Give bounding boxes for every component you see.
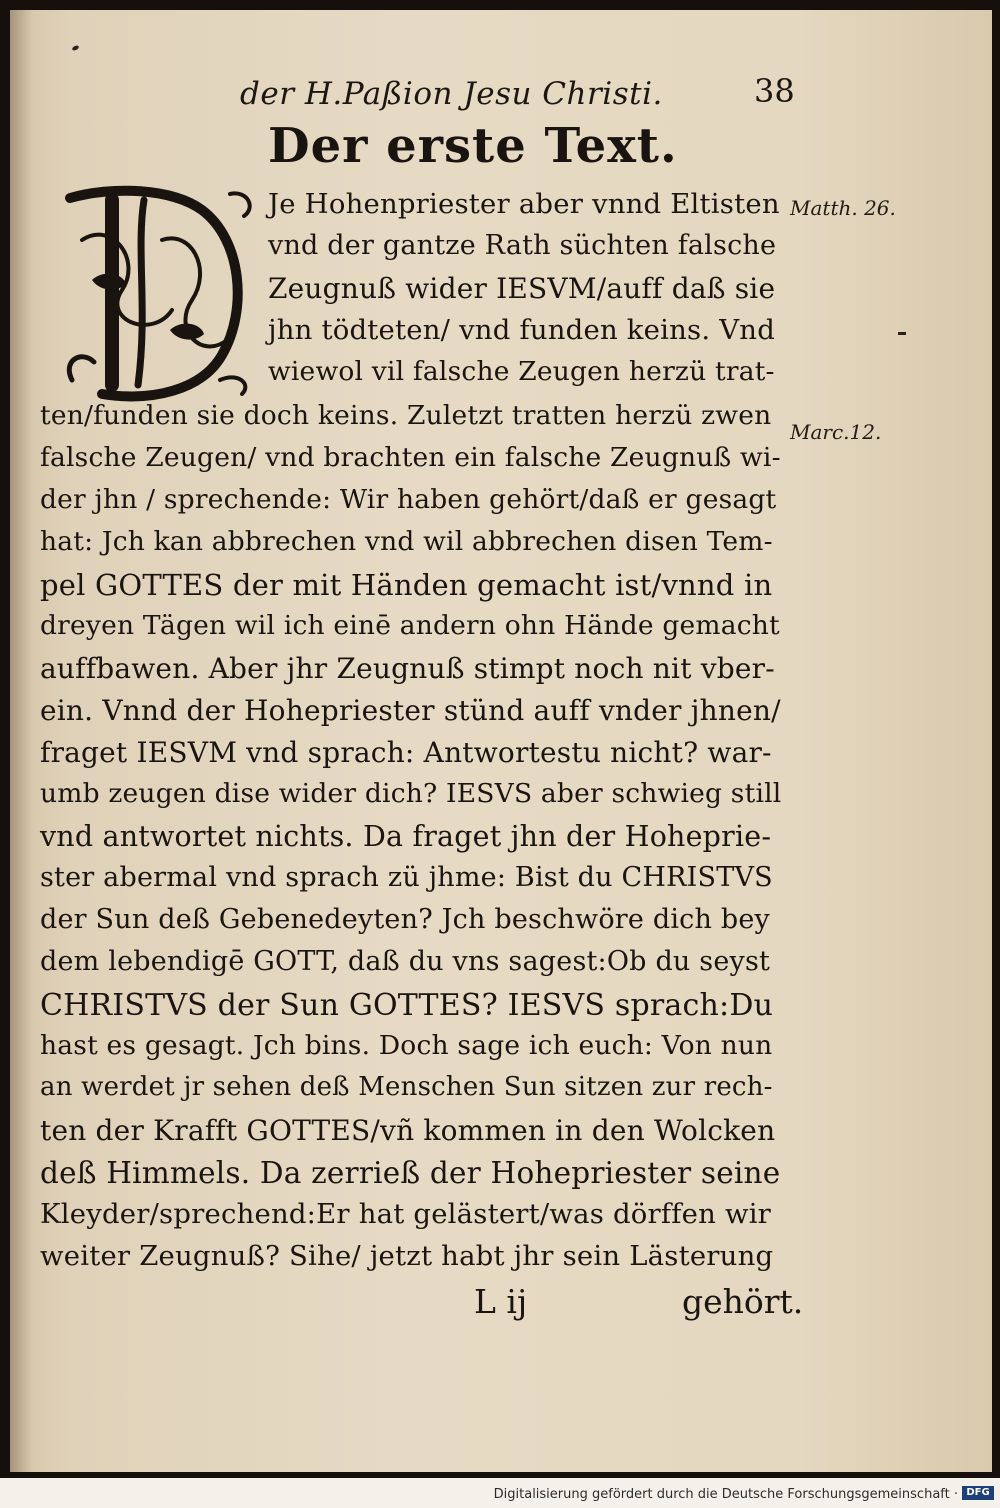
running-title: der H.Paßion Jesu Christi. xyxy=(240,76,663,112)
body-line: vnd antwortet nichts. Da fraget jhn der Hoheprie- xyxy=(40,820,772,853)
body-line: ten/funden sie doch keins. Zuletzt tratten herzü zwen xyxy=(40,400,772,431)
body-line: wiewol vil falsche Zeugen herzü trat- xyxy=(268,356,775,387)
body-line: jhn tödteten/ vnd funden keins. Vnd xyxy=(268,314,776,346)
margin-mark xyxy=(898,332,906,335)
body-line: Zeugnuß wider IESVM/auff daß sie xyxy=(268,272,776,305)
section-title: Der erste Text. xyxy=(268,118,678,174)
body-line: ten der Krafft GOTTES/vñ kommen in den Wolcken xyxy=(40,1114,776,1147)
body-line: hat: Jch kan abbrechen vnd wil abbrechen disen Tem- xyxy=(40,526,773,557)
margin-note-matthew: Matth. 26. xyxy=(790,196,896,220)
credit-text: Digitalisierung gefördert durch die Deutsche Forschungsgemeinschaft · xyxy=(493,1487,958,1502)
body-line: vnd der gantze Rath süchten falsche xyxy=(268,230,777,261)
body-line: umb zeugen dise wider dich? IESVS aber schwieg still xyxy=(40,778,782,809)
body-line: fraget IESVM vnd sprach: Antwortestu nicht? war- xyxy=(40,736,772,769)
body-line: falsche Zeugen/ vnd brachten ein falsche Zeugnuß wi- xyxy=(40,442,781,473)
signature-mark: L ij xyxy=(474,1282,528,1321)
book-page xyxy=(10,10,992,1472)
body-line: Je Hohenpriester aber vnnd Eltisten xyxy=(268,188,780,220)
dfg-logo: DFG xyxy=(962,1486,994,1500)
body-line: der Sun deß Gebenedeyten? Jch beschwöre dich bey xyxy=(40,904,770,935)
body-line: weiter Zeugnuß? Sihe/ jetzt habt jhr sein Lästerung xyxy=(40,1240,774,1272)
body-line: auffbawen. Aber jhr Zeugnuß stimpt noch nit vber- xyxy=(40,652,775,685)
ink-speck xyxy=(71,45,79,52)
catchword: gehört. xyxy=(682,1282,804,1321)
body-line: ster abermal vnd sprach zü jhme: Bist du CHRISTVS xyxy=(40,862,773,893)
body-line: hast es gesagt. Jch bins. Doch sage ich euch: Von nun xyxy=(40,1030,773,1061)
body-line: an werdet jr sehen deß Menschen Sun sitzen zur rech- xyxy=(40,1072,773,1102)
page-number: 38 xyxy=(754,72,795,110)
body-line: CHRISTVS der Sun GOTTES? IESVS sprach:Du xyxy=(40,988,774,1023)
body-line: dreyen Tägen wil ich einē andern ohn Hände gemacht xyxy=(40,610,780,641)
body-line: pel GOTTES der mit Händen gemacht ist/vnnd in xyxy=(40,568,773,602)
body-line: der jhn / sprechende: Wir haben gehört/daß er gesagt xyxy=(40,484,777,515)
margin-note-mark: Marc.12. xyxy=(790,420,882,444)
body-line: Kleyder/sprechend:Er hat gelästert/was dörffen wir xyxy=(40,1198,772,1230)
body-line: deß Himmels. Da zerrieß der Hohepriester seine xyxy=(40,1156,781,1190)
body-line: dem lebendigē GOTT, daß du vns sagest:Ob du seyst xyxy=(40,946,771,977)
digitization-credit-bar xyxy=(0,1478,1000,1508)
decorated-initial-d-icon xyxy=(52,180,260,406)
body-line: ein. Vnnd der Hohepriester stünd auff vnder jhnen/ xyxy=(40,694,781,727)
